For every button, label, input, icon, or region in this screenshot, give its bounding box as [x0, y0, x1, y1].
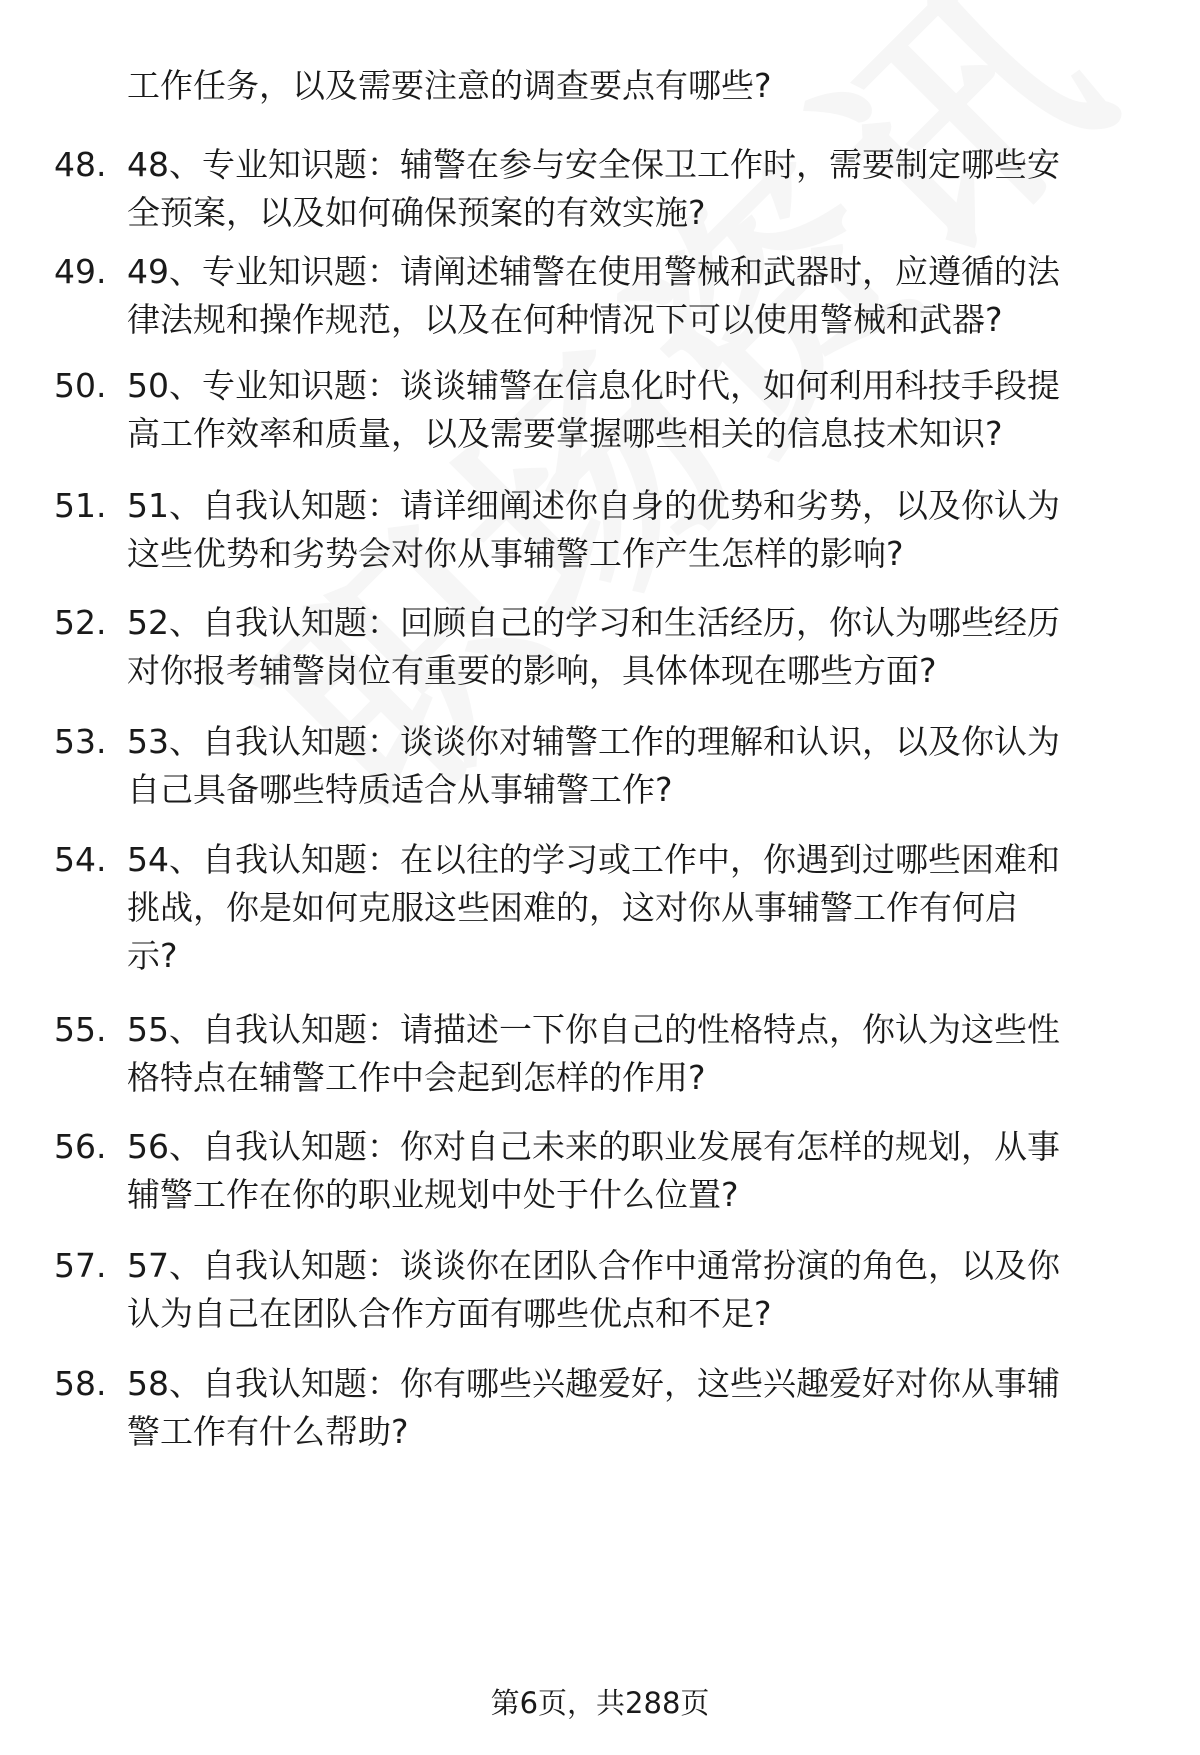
question-text: 50、专业知识题：谈谈辅警在信息化时代，如何利用科技手段提 高工作效率和质量，以及需要掌握哪些相关的信息技术知识?	[127, 366, 1060, 453]
question-number: 54.	[54, 840, 107, 879]
question-text: 51、自我认知题：请详细阐述你自身的优势和劣势，以及你认为 这些优势和劣势会对你从事辅警工作产生怎样的影响?	[127, 486, 1060, 573]
question-number: 57.	[54, 1246, 107, 1285]
question-text: 48、专业知识题：辅警在参与安全保卫工作时，需要制定哪些安 全预案，以及如何确保预案的有效实施?	[127, 145, 1060, 232]
question-number: 52.	[54, 603, 107, 642]
question-text: 49、专业知识题：请阐述辅警在使用警械和武器时，应遵循的法 律法规和操作规范，以及在何种情况下可以使用警械和武器?	[127, 252, 1060, 339]
question-number: 56.	[54, 1127, 107, 1166]
question-number: 53.	[54, 722, 107, 761]
question-number: 55.	[54, 1010, 107, 1049]
question-text: 56、自我认知题：你对自己未来的职业发展有怎样的规划，从事 辅警工作在你的职业规划中处于什么位置?	[127, 1127, 1060, 1214]
question-number: 51.	[54, 486, 107, 525]
question-text: 58、自我认知题：你有哪些兴趣爱好，这些兴趣爱好对你从事辅 警工作有什么帮助?	[127, 1364, 1060, 1451]
question-text: 54、自我认知题：在以往的学习或工作中，你遇到过哪些困难和 挑战，你是如何克服这些困难的，这对你从事辅警工作有何启 示?	[127, 840, 1060, 975]
question-text: 52、自我认知题：回顾自己的学习和生活经历，你认为哪些经历 对你报考辅警岗位有重要的影响，具体体现在哪些方面?	[127, 603, 1060, 690]
question-number: 48.	[54, 145, 107, 184]
question-text: 57、自我认知题：谈谈你在团队合作中通常扮演的角色，以及你 认为自己在团队合作方面有哪些优点和不足?	[127, 1246, 1060, 1333]
question-number: 50.	[54, 366, 107, 405]
question-number: 58.	[54, 1364, 107, 1403]
page-footer: 第6页，共288页	[490, 1686, 710, 1720]
question-text: 53、自我认知题：谈谈你对辅警工作的理解和认识，以及你认为 自己具备哪些特质适合从事辅警工作?	[127, 722, 1060, 809]
question-text: 55、自我认知题：请描述一下你自己的性格特点，你认为这些性 格特点在辅警工作中会起到怎样的作用?	[127, 1010, 1060, 1097]
continuation-text: 工作任务，以及需要注意的调查要点有哪些?	[127, 66, 772, 105]
question-number: 49.	[54, 252, 107, 291]
